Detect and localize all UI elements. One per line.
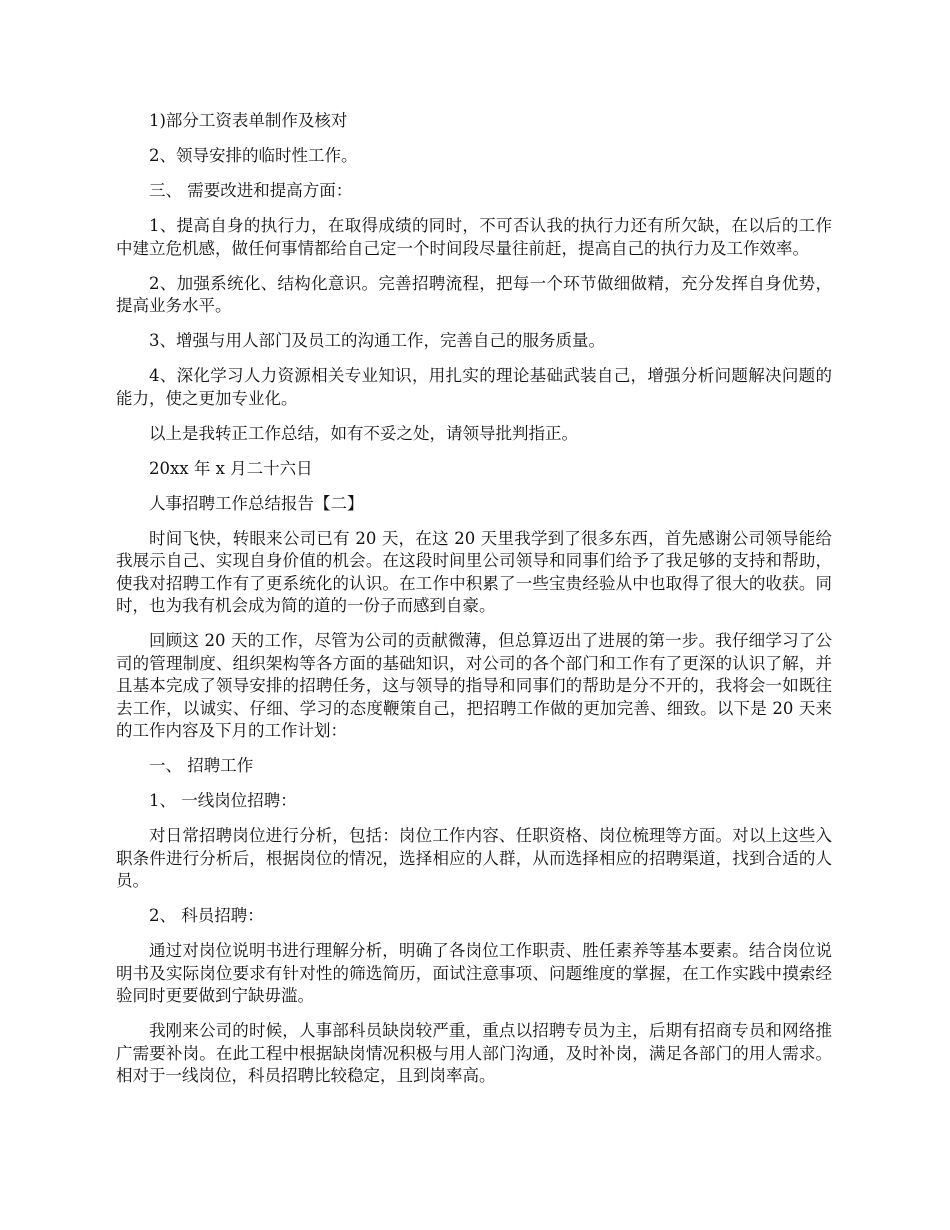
paragraph-intro: 时间飞快，转眼来公司已有 20 天，在这 20 天里我学到了很多东西，首先感谢公司领导能给我展示自己、实现自身价值的机会。在这段时间里公司领导和同事们给予了我足够的支持和帮助，使我对招聘工作有了更系统化的认识。在工作中积累了一些宝贵经验从中也取得了很大的收获。同时，也为我有机会成为简的道的一份子而感到自豪。 (116, 528, 832, 615)
report-title-two: 人事招聘工作总结报告【二】 (149, 493, 364, 513)
paragraph-date: 20xx 年 x 月二十六日 (149, 458, 313, 478)
paragraph-frontline-analysis: 对日常招聘岗位进行分析，包括：岗位工作内容、任职资格、岗位梳理等方面。对以上这些入职条件进行分析后，根据岗位的情况，选择相应的人群，从而选择相应的招聘渠道，找到合适的人员。 (116, 826, 832, 890)
paragraph-temporary-work: 2、领导安排的临时性工作。 (149, 146, 358, 165)
subheading-staff-recruitment: 2、 科员招聘： (149, 906, 264, 925)
subheading-frontline-recruitment: 1、 一线岗位招聘： (149, 791, 297, 810)
paragraph-review: 回顾这 20 天的工作，尽管为公司的贡献微薄，但总算迈出了进展的第一步。我仔细学习了公司的管理制度、组织架构等各方面的基础知识，对公司的各个部门和工作有了更深的认识了解，并且基本完成了领导安排的招聘任务，这与领导的指导和同事们的帮助是分不开的，我将会一如既往去工作，以诚实、仔细、学习的态度鞭策自己，把招聘工作做的更加完善、细致。以下是 20 天来的工作内容及下月的工作计划： (116, 631, 832, 740)
paragraph-job-description: 通过对岗位说明书进行理解分析，明确了各岗位工作职责、胜任素养等基本要素。结合岗位说明书及实际岗位要求有针对性的筛选简历，面试注意事项、问题维度的掌握，在工作实践中摸索经验同时更要做到宁缺毋滥。 (116, 941, 832, 1005)
section-heading-improvement: 三、 需要改进和提高方面： (149, 181, 353, 200)
paragraph-execution: 1、提高自身的执行力，在取得成绩的同时，不可否认我的执行力还有所欠缺，在以后的工作中建立危机感，做任何事情都给自己定一个时间段尽量往前赶，提高自己的执行力及工作效率。 (116, 216, 832, 258)
paragraph-payroll-item: 1)部分工资表单制作及核对 (149, 111, 348, 130)
paragraph-professional-study: 4、深化学习人力资源相关专业知识，用扎实的理论基础武装自己，增强分析问题解决问题的能力，使之更加专业化。 (116, 366, 832, 408)
paragraph-staff-shortage: 我刚来公司的时候，人事部科员缺岗较严重，重点以招聘专员为主，后期有招商专员和网络推广需要补岗。在此工程中根据缺岗情况积极与用人部门沟通，及时补岗，满足各部门的用人需求。相对于一线岗位，科员招聘比较稳定，且到岗率高。 (116, 1021, 832, 1085)
paragraph-systematization: 2、加强系统化、结构化意识。完善招聘流程，把每一个环节做细做精，充分发挥自身优势，提高业务水平。 (116, 273, 832, 315)
paragraph-communication: 3、增强与用人部门及员工的沟通工作，完善自己的服务质量。 (149, 331, 605, 350)
document-body (116, 110, 832, 1100)
section-heading-recruitment: 一、 招聘工作 (149, 756, 254, 775)
paragraph-closing: 以上是我转正工作总结，如有不妥之处，请领导批判指正。 (149, 423, 578, 443)
